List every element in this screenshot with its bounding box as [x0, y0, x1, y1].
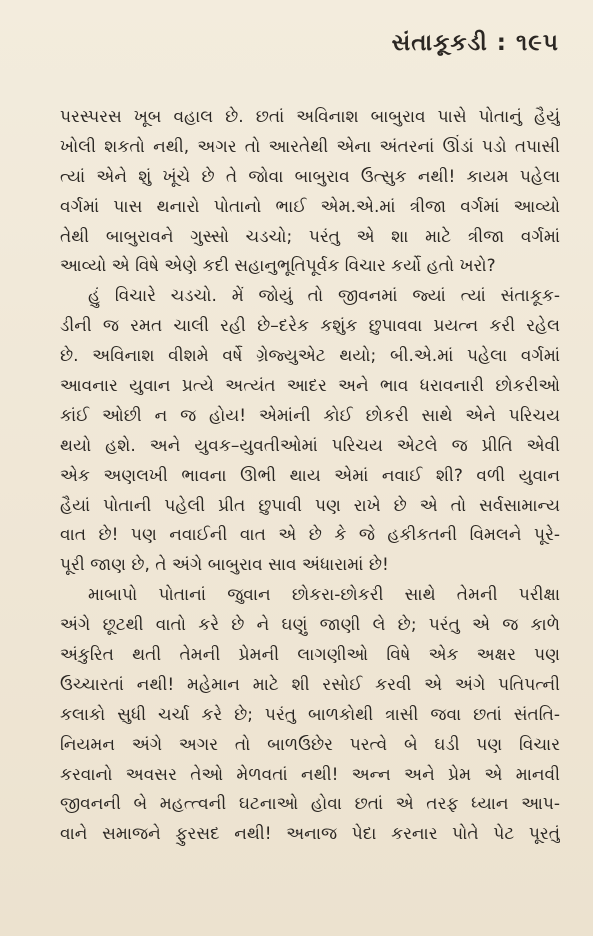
- text-line: તેથી બાબુરાવને ગુસ્સો ચડચો; પરંતુ એ શા માટે ત્રીજા વર્ગમાં: [60, 226, 560, 247]
- text-line: છે. અવિનાશ વીશમે વર્ષે ગ્રેજ્યુએટ થયો; બી.એ.માં પહેલા વર્ગમાં: [60, 346, 560, 367]
- text-line: ખોલી શકતો નથી, અગર તો આરતેથી એના અંતરનાં ઊંડાં પડો તપાસી: [60, 136, 560, 157]
- text-line: વાત છે! પણ નવાઈની વાત એ છે કે જે હકીકતની વિમલને પૂરે-: [60, 525, 560, 546]
- text-line: જીવનની બે મહત્ત્વની ઘટનાઓ હોવા છતાં એ તરફ ધ્યાન આપ-: [60, 794, 560, 815]
- text-line: અંગે છૂટથી વાતો કરે છે ને ઘણું જાણી લે છે; પરંતુ એ જ કાળે: [60, 615, 560, 636]
- text-line: હૈયાં પોતાની પહેલી પ્રીત છુપાવી પણ રાખે છે એ તો સર્વસામાન્ય: [60, 495, 560, 516]
- text-line: અંકુરિત થતી તેમની પ્રેમની લાગણીઓ વિષે એક અક્ષર પણ: [60, 645, 560, 666]
- text-line: વર્ગમાં પાસ થનારો પોતાનો ભાઈ એમ.એ.માં ત્રીજા વર્ગમાં આવ્યો: [60, 196, 560, 217]
- paragraph: [60, 282, 560, 581]
- paragraph: [60, 103, 560, 282]
- running-head: સંતાકૂકડી : ૧૯૫: [391, 30, 559, 56]
- paragraph: [60, 581, 560, 850]
- text-line: આવનાર યુવાન પ્રત્યે અત્યંત આદર અને ભાવ ધરાવનારી છોકરીઓ: [60, 376, 560, 397]
- text-line: હું વિચારે ચડચો. મેં જોયું તો જીવનમાં જ્યાં ત્યાં સંતાકૂક-: [88, 286, 560, 307]
- text-line: એક અણલખી ભાવના ઊભી થાય એમાં નવાઈ શી? વળી યુવાન: [60, 465, 560, 486]
- text-line: ડીની જ રમત ચાલી રહી છે–દરેક કશુંક છુપાવવા પ્રયત્ન કરી રહેલ: [60, 316, 560, 337]
- text-line: કરવાનો અવસર તેઓ મેળવતાં નથી! અન્ન અને પ્રેમ એ માનવી: [60, 764, 560, 785]
- text-line: વાને સમાજને ફુરસદ નથી! અનાજ પેદા કરનાર પોતે પેટ પૂરતું: [60, 824, 560, 845]
- text-line: ઉચ્ચારતાં નથી! મહેમાન માટે શી રસોઈ કરવી એ અંગે પતિપત્ની: [60, 674, 560, 695]
- text-line: નિયમન અંગે અગર તો બાળઉછેર પરત્વે બે ઘડી પણ વિચાર: [60, 734, 560, 755]
- text-line: પૂરી જાણ છે, તે અંગે બાબુરાવ સાવ અંધારામાં છે!: [60, 555, 389, 576]
- text-line: ત્યાં એને શું ખૂંચે છે તે જોવા બાબુરાવ ઉત્સુક નથી! કાયમ પહેલા: [60, 166, 560, 187]
- body-text: [60, 103, 560, 850]
- text-line: કાંઈ ઓછી ન જ હોય! એમાંની કોઈ છોકરી સાથે એને પરિચય: [60, 405, 560, 426]
- text-line: કલાકો સુધી ચર્ચા કરે છે; પરંતુ બાળકોથી ત્રાસી જવા છતાં સંતતિ-: [60, 704, 560, 725]
- text-line: માબાપો પોતાનાં જુવાન છોકરા-છોકરી સાથે તેમની પરીક્ષા: [88, 585, 560, 606]
- text-line: થયો હશે. અને યુવક–યુવતીઓમાં પરિચય એટલે જ પ્રીતિ એવી: [60, 435, 560, 456]
- text-line: આવ્યો એ વિષે એણે કદી સહાનુભૂતિપૂર્વક વિચાર કર્યો હતો ખરો?: [60, 256, 496, 277]
- text-line: પરસ્પરસ ખૂબ વહાલ છે. છતાં અવિનાશ બાબુરાવ પાસે પોતાનું હૈયું: [60, 107, 560, 127]
